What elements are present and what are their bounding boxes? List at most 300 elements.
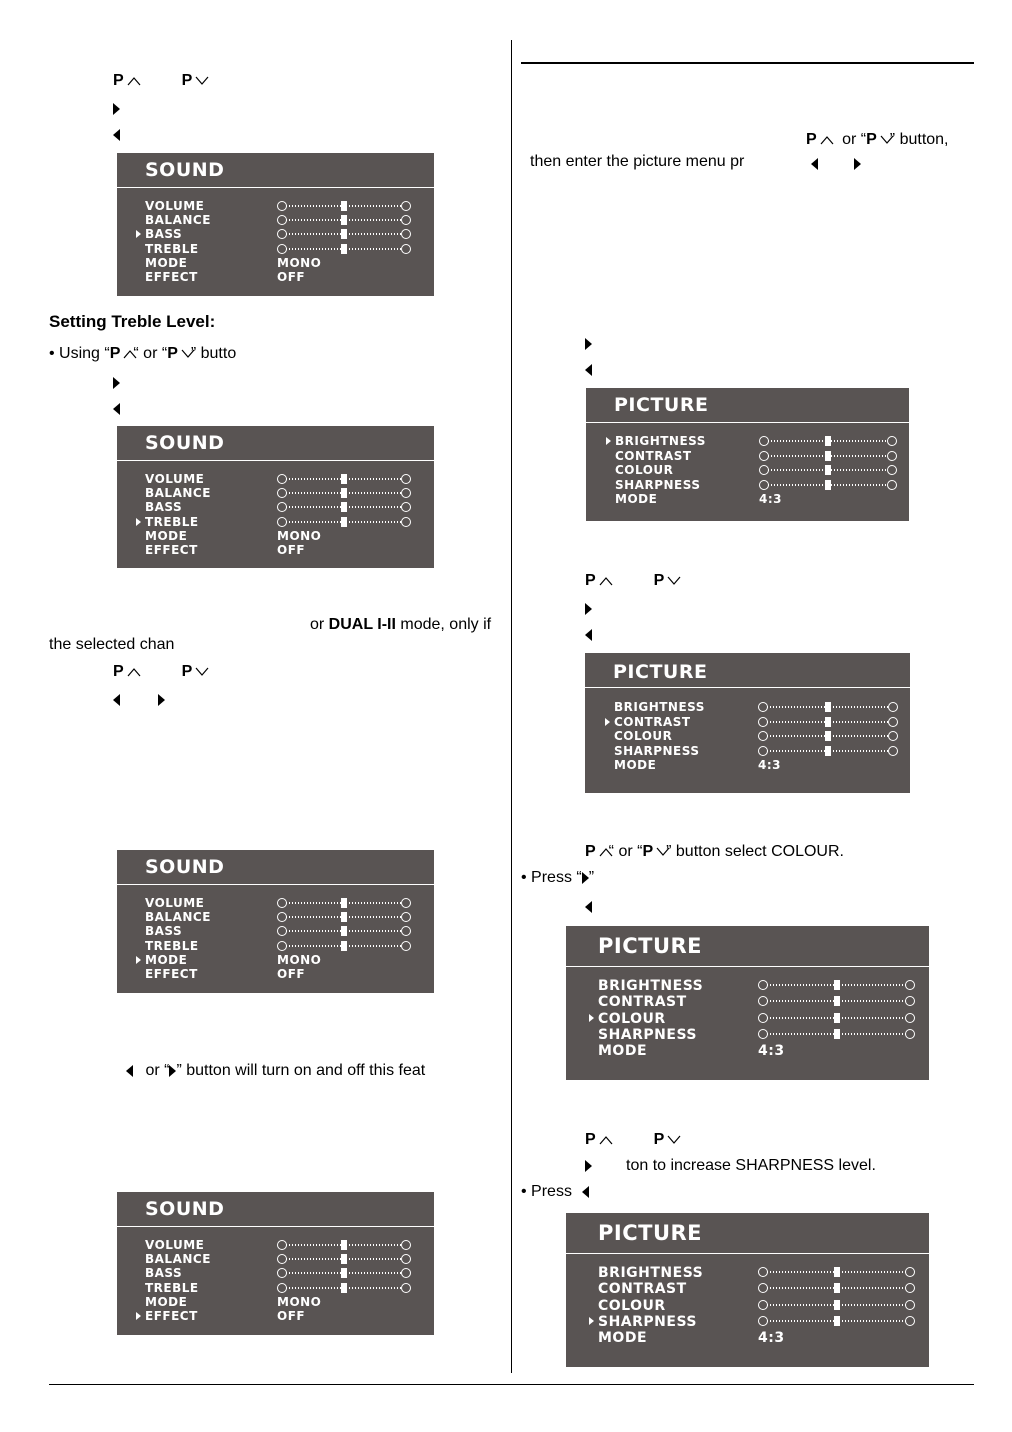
menu-item-brightness[interactable] [615, 434, 899, 448]
left-arrow-icon [585, 361, 592, 379]
menu-item-volume[interactable] [145, 1238, 424, 1252]
right-arrow-icon [582, 872, 589, 884]
left-arrow-icon [585, 626, 592, 644]
selection-pointer-icon [136, 956, 141, 964]
slider-knob[interactable] [825, 717, 831, 727]
menu-item-volume[interactable] [145, 896, 424, 910]
menu-item-brightness[interactable] [598, 1265, 919, 1279]
plus-icon [905, 1316, 915, 1326]
left-arrow-icon [582, 1186, 589, 1198]
left-right-arrows [113, 691, 165, 709]
slider-knob[interactable] [341, 926, 347, 936]
plus-icon [905, 996, 915, 1006]
down-caret-icon [195, 76, 205, 86]
level-slider[interactable] [758, 1316, 915, 1326]
minus-icon [277, 488, 287, 498]
plus-icon [401, 1240, 411, 1250]
menu-item-label: BASS [145, 227, 183, 242]
effect-toggle-line: or “ ” button will turn on and off this feat [126, 1062, 425, 1080]
plus-icon [401, 898, 411, 908]
down-caret-icon [656, 847, 666, 857]
contrast-keys-line: P P [585, 572, 677, 590]
right-arrow-icon [585, 600, 592, 618]
left-arrow-icon [113, 126, 120, 144]
menu-item-label: BRIGHTNESS [598, 1265, 704, 1281]
sound-menu-mode [117, 850, 434, 993]
left-arrow-icon [113, 400, 120, 418]
plus-icon [401, 1268, 411, 1278]
minus-icon [277, 229, 287, 239]
plus-icon [888, 731, 898, 741]
plus-icon [401, 926, 411, 936]
plus-icon [905, 1283, 915, 1293]
level-slider[interactable] [758, 717, 898, 727]
menu-item-balance[interactable] [145, 486, 424, 500]
menu-item-contrast[interactable] [598, 994, 919, 1011]
minus-icon [758, 746, 768, 756]
level-slider[interactable] [758, 996, 915, 1006]
menu-item-effect[interactable] [145, 270, 424, 284]
menu-item-effect[interactable] [145, 967, 424, 981]
slider-knob[interactable] [341, 488, 347, 498]
menu-item-label: BRIGHTNESS [598, 978, 704, 994]
level-slider[interactable] [277, 488, 411, 498]
menu-item-label: BALANCE [145, 213, 211, 228]
down-caret-icon [880, 135, 890, 145]
level-slider[interactable] [277, 215, 411, 225]
menu-item-effect[interactable] [145, 543, 424, 557]
level-slider[interactable] [758, 702, 898, 712]
slider-knob[interactable] [834, 1300, 840, 1310]
slider-knob[interactable] [825, 451, 831, 461]
sound-menu-treble [117, 426, 434, 568]
minus-icon [759, 465, 769, 475]
menu-title-divider [117, 187, 434, 188]
menu-item-mode[interactable] [145, 1295, 424, 1309]
right-arrow-icon [585, 1160, 592, 1172]
selection-pointer-icon [606, 437, 611, 445]
slider-knob[interactable] [825, 436, 831, 446]
minus-icon [277, 912, 287, 922]
plus-icon [401, 201, 411, 211]
minus-icon [758, 731, 768, 741]
left-arrow-icon [585, 898, 592, 916]
plus-icon [401, 244, 411, 254]
menu-item-bass[interactable] [145, 500, 424, 514]
minus-icon [277, 898, 287, 908]
menu-item-label: BALANCE [145, 910, 211, 925]
minus-icon [277, 474, 287, 484]
plus-icon [905, 1029, 915, 1039]
slider-knob[interactable] [341, 244, 347, 254]
menu-item-sharpness[interactable] [615, 478, 899, 492]
menu-item-contrast[interactable] [615, 449, 899, 463]
plus-icon [887, 451, 897, 461]
minus-icon [758, 996, 768, 1006]
slider-knob[interactable] [341, 502, 347, 512]
level-slider[interactable] [759, 480, 897, 490]
slider-knob[interactable] [341, 474, 347, 484]
mode-value: MONO [277, 528, 322, 543]
minus-icon [758, 1300, 768, 1310]
slider-knob[interactable] [341, 912, 347, 922]
left-arrow-icon [811, 158, 818, 170]
selected-channel-line: the selected chan [49, 636, 175, 653]
slider-knob[interactable] [825, 702, 831, 712]
menu-item-label: COLOUR [598, 1010, 666, 1027]
slider-knob[interactable] [341, 1254, 347, 1264]
menu-item-label: EFFECT [145, 543, 198, 557]
up-caret-icon [820, 135, 830, 145]
sharp-keys-line: P P [585, 1131, 677, 1149]
menu-item-label: VOLUME [145, 896, 205, 910]
picture-menu-brightness [586, 388, 909, 521]
menu-item-brightness[interactable] [614, 700, 900, 714]
slider-knob[interactable] [834, 980, 840, 990]
picture-menu-colour [566, 926, 929, 1080]
selection-pointer-icon [136, 1312, 141, 1320]
menu-title: SOUND [145, 159, 225, 181]
menu-item-label: TREBLE [145, 514, 199, 529]
left-arrow-icon [126, 1065, 133, 1077]
level-slider[interactable] [277, 898, 411, 908]
minus-icon [277, 1268, 287, 1278]
menu-item-mode[interactable] [615, 492, 899, 506]
slider-knob[interactable] [341, 201, 347, 211]
plus-icon [401, 517, 411, 527]
plus-icon [905, 1267, 915, 1277]
menu-item-label: CONTRAST [598, 994, 687, 1011]
menu-title-divider [566, 966, 929, 967]
menu-title-divider [117, 460, 434, 461]
level-slider[interactable] [758, 980, 915, 990]
minus-icon [758, 702, 768, 712]
menu-item-label: SHARPNESS [615, 477, 701, 492]
plus-icon [888, 746, 898, 756]
menu-item-label: COLOUR [598, 1297, 666, 1314]
minus-icon [758, 1029, 768, 1039]
menu-item-label: MODE [145, 1294, 188, 1309]
level-slider[interactable] [277, 1268, 411, 1278]
minus-icon [759, 451, 769, 461]
effect-value: OFF [277, 543, 306, 557]
menu-item-label: BASS [145, 500, 183, 515]
minus-icon [277, 215, 287, 225]
plus-icon [887, 480, 897, 490]
menu-item-label: EFFECT [145, 270, 198, 284]
level-slider[interactable] [277, 244, 411, 254]
menu-title-divider [117, 884, 434, 885]
picture-menu-contrast [585, 653, 910, 793]
nav-keys-line: P P [113, 72, 205, 90]
left-right-arrows [811, 155, 861, 173]
level-slider[interactable] [758, 1267, 915, 1277]
down-caret-icon [667, 1135, 677, 1145]
menu-item-label: BASS [145, 924, 183, 939]
mode-value: MONO [277, 255, 322, 270]
slider-knob[interactable] [825, 465, 831, 475]
mode-value: MONO [277, 1294, 322, 1309]
menu-item-label: SHARPNESS [614, 743, 700, 758]
menu-item-label: MODE [615, 492, 658, 506]
menu-item-label: COLOUR [614, 729, 673, 743]
plus-icon [401, 229, 411, 239]
colour-select-line: P “ or “P ” button select COLOUR. [585, 843, 844, 860]
menu-item-sharpness[interactable] [598, 1314, 919, 1328]
menu-item-label: VOLUME [145, 199, 205, 213]
level-slider[interactable] [277, 912, 411, 922]
minus-icon [759, 436, 769, 446]
picture-menu-sharpness [566, 1213, 929, 1367]
effect-value: OFF [277, 967, 306, 981]
menu-item-balance[interactable] [145, 910, 424, 924]
menu-item-label: COLOUR [615, 463, 674, 477]
minus-icon [277, 941, 287, 951]
left-arrow-icon [113, 694, 120, 706]
level-slider[interactable] [277, 1240, 411, 1250]
menu-item-mode[interactable] [145, 529, 424, 543]
sound-menu-bass [117, 153, 434, 296]
level-slider[interactable] [758, 746, 898, 756]
minus-icon [277, 201, 287, 211]
level-slider[interactable] [277, 502, 411, 512]
minus-icon [758, 1316, 768, 1326]
selection-pointer-icon [589, 1317, 594, 1325]
slider-knob[interactable] [834, 1267, 840, 1277]
plus-icon [401, 912, 411, 922]
minus-icon [758, 980, 768, 990]
menu-item-volume[interactable] [145, 199, 424, 213]
menu-item-label: BRIGHTNESS [614, 700, 705, 714]
menu-item-label: MODE [614, 758, 657, 772]
menu-item-label: VOLUME [145, 472, 205, 486]
down-caret-icon [181, 349, 191, 359]
up-caret-icon [127, 667, 137, 677]
effect-value: OFF [277, 270, 306, 284]
slider-knob[interactable] [341, 1240, 347, 1250]
selection-pointer-icon [605, 718, 610, 726]
menu-item-bass[interactable] [145, 227, 424, 241]
menu-item-label: TREBLE [145, 1280, 199, 1295]
minus-icon [758, 1283, 768, 1293]
slider-knob[interactable] [825, 746, 831, 756]
menu-title-divider [566, 1253, 929, 1254]
minus-icon [277, 502, 287, 512]
menu-item-label: CONTRAST [598, 1281, 687, 1298]
plus-icon [905, 980, 915, 990]
slider-knob[interactable] [341, 215, 347, 225]
menu-item-label: MODE [598, 1330, 648, 1347]
level-slider[interactable] [277, 517, 411, 527]
slider-knob[interactable] [834, 1316, 840, 1326]
menu-item-mode[interactable] [598, 1043, 919, 1060]
level-slider[interactable] [758, 1013, 915, 1023]
slider-knob[interactable] [834, 1283, 840, 1293]
menu-item-sharpness[interactable] [598, 1027, 919, 1041]
press2-line: • Press [521, 1183, 589, 1201]
menu-item-sharpness[interactable] [614, 744, 900, 758]
slider-knob[interactable] [834, 1029, 840, 1039]
plus-icon [401, 488, 411, 498]
level-slider[interactable] [759, 436, 897, 446]
level-slider[interactable] [277, 229, 411, 239]
level-slider[interactable] [277, 201, 411, 211]
menu-item-label: BALANCE [145, 1252, 211, 1267]
menu-item-label: TREBLE [145, 938, 199, 953]
press-line: • Press “ ” [521, 869, 595, 886]
menu-item-mode[interactable] [598, 1330, 919, 1347]
menu-title-divider [585, 687, 910, 688]
menu-item-volume[interactable] [145, 472, 424, 486]
menu-item-label: MODE [145, 952, 188, 967]
menu-item-colour[interactable] [614, 729, 900, 743]
level-slider[interactable] [758, 731, 898, 741]
selection-pointer-icon [136, 518, 141, 526]
menu-item-colour[interactable] [598, 1011, 919, 1025]
menu-item-label: SHARPNESS [598, 1026, 697, 1043]
menu-item-label: CONTRAST [614, 714, 691, 729]
level-slider[interactable] [758, 1029, 915, 1039]
menu-title: SOUND [145, 856, 225, 878]
level-slider[interactable] [277, 474, 411, 484]
slider-knob[interactable] [825, 731, 831, 741]
menu-item-contrast[interactable] [598, 1281, 919, 1298]
plus-icon [401, 941, 411, 951]
right-arrow-icon [585, 335, 592, 353]
menu-item-effect[interactable] [145, 1309, 424, 1323]
menu-item-colour[interactable] [615, 463, 899, 477]
menu-title: PICTURE [598, 1221, 703, 1245]
menu-item-balance[interactable] [145, 1252, 424, 1266]
menu-item-label: EFFECT [145, 967, 198, 981]
slider-knob[interactable] [341, 941, 347, 951]
menu-item-label: VOLUME [145, 1238, 205, 1252]
minus-icon [277, 1254, 287, 1264]
plus-icon [905, 1013, 915, 1023]
minus-icon [277, 1283, 287, 1293]
plus-icon [905, 1300, 915, 1310]
slider-knob[interactable] [825, 480, 831, 490]
mode-value: MONO [277, 952, 322, 967]
slider-knob[interactable] [341, 229, 347, 239]
down-caret-icon [195, 667, 205, 677]
minus-icon [758, 717, 768, 727]
sound-menu-effect [117, 1192, 434, 1335]
rc-then-line: then enter the picture menu pr [530, 153, 745, 170]
plus-icon [887, 436, 897, 446]
right-arrow-icon [113, 374, 120, 392]
dual-mode-line: or DUAL I-II mode, only if [310, 616, 492, 633]
minus-icon [277, 244, 287, 254]
level-slider[interactable] [277, 941, 411, 951]
menu-item-label: TREBLE [145, 241, 199, 256]
menu-item-bass[interactable] [145, 1266, 424, 1280]
plus-icon [888, 702, 898, 712]
menu-item-mode[interactable] [145, 953, 424, 967]
minus-icon [277, 926, 287, 936]
minus-icon [758, 1013, 768, 1023]
slider-knob[interactable] [834, 996, 840, 1006]
up-caret-icon [127, 76, 137, 86]
rc-button-line: P or “P ” button, [806, 131, 949, 148]
level-slider[interactable] [277, 926, 411, 936]
down-caret-icon [667, 576, 677, 586]
slider-knob[interactable] [341, 517, 347, 527]
menu-item-treble[interactable] [145, 515, 424, 529]
level-slider[interactable] [759, 465, 897, 475]
menu-title: PICTURE [614, 394, 709, 416]
menu-item-mode[interactable] [145, 256, 424, 270]
plus-icon [401, 1254, 411, 1264]
menu-item-balance[interactable] [145, 213, 424, 227]
menu-item-label: BRIGHTNESS [615, 434, 706, 448]
up-caret-icon [123, 349, 133, 359]
menu-item-treble[interactable] [145, 939, 424, 953]
menu-item-treble[interactable] [145, 242, 424, 256]
mode-keys-line: P P [113, 663, 205, 681]
menu-title: SOUND [145, 432, 225, 454]
menu-item-label: MODE [145, 255, 188, 270]
up-caret-icon [599, 1135, 609, 1145]
menu-item-label: MODE [145, 528, 188, 543]
slider-knob[interactable] [341, 1283, 347, 1293]
column-divider [511, 40, 512, 1373]
mode-value: 4:3 [758, 1043, 785, 1060]
level-slider[interactable] [758, 1283, 915, 1293]
plus-icon [888, 717, 898, 727]
menu-item-label: BALANCE [145, 486, 211, 501]
level-slider[interactable] [277, 1283, 411, 1293]
up-caret-icon [599, 847, 609, 857]
menu-item-label: CONTRAST [615, 448, 692, 463]
minus-icon [758, 1267, 768, 1277]
menu-item-contrast[interactable] [614, 715, 900, 729]
menu-item-brightness[interactable] [598, 978, 919, 992]
menu-item-mode[interactable] [614, 758, 900, 772]
menu-item-colour[interactable] [598, 1298, 919, 1312]
menu-title-divider [586, 422, 909, 423]
menu-item-label: BASS [145, 1266, 183, 1281]
right-header-rule [521, 62, 974, 64]
menu-item-treble[interactable] [145, 1281, 424, 1295]
menu-title-divider [117, 1226, 434, 1227]
setting-treble-heading: Setting Treble Level: [49, 312, 216, 331]
slider-knob[interactable] [834, 1013, 840, 1023]
plus-icon [887, 465, 897, 475]
menu-item-label: SHARPNESS [598, 1313, 697, 1330]
minus-icon [277, 1240, 287, 1250]
up-caret-icon [599, 576, 609, 586]
menu-item-label: MODE [598, 1043, 648, 1060]
plus-icon [401, 474, 411, 484]
sharp-increase-line: ton to increase SHARPNESS level. [585, 1157, 876, 1175]
right-arrow-icon [854, 158, 861, 170]
slider-knob[interactable] [341, 898, 347, 908]
mode-value: 4:3 [758, 758, 781, 772]
level-slider[interactable] [759, 451, 897, 461]
footer-rule [49, 1384, 974, 1385]
effect-value: OFF [277, 1309, 306, 1323]
right-arrow-icon [158, 694, 165, 706]
level-slider[interactable] [277, 1254, 411, 1264]
right-arrow-icon [113, 100, 120, 118]
mode-value: 4:3 [759, 492, 782, 506]
minus-icon [759, 480, 769, 490]
slider-knob[interactable] [341, 1268, 347, 1278]
level-slider[interactable] [758, 1300, 915, 1310]
menu-item-bass[interactable] [145, 924, 424, 938]
mode-value: 4:3 [758, 1330, 785, 1347]
